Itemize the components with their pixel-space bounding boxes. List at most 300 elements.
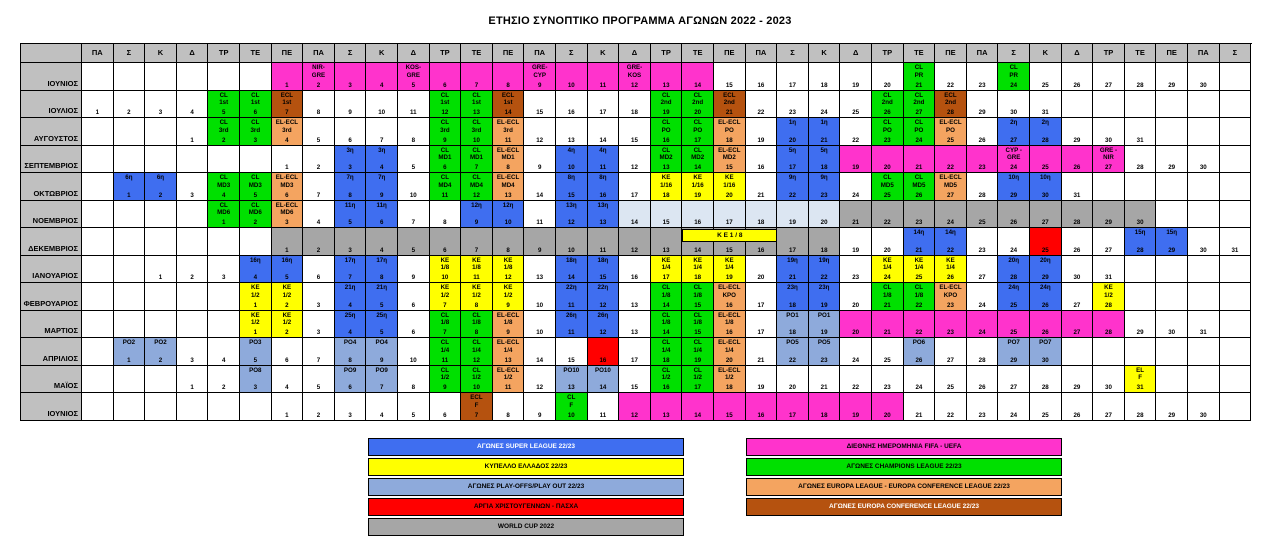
day-number: 21	[915, 246, 923, 254]
weekday-header: ΠΑ	[746, 43, 778, 63]
day-number: 9	[474, 219, 479, 226]
day-number: 28	[1136, 411, 1144, 419]
month-name: ΔΕΚΕΜΒΡΙΟΣ	[28, 243, 78, 253]
event-label: EL-ECL PO	[718, 119, 741, 134]
event-label: EL-ECL 1/8	[496, 311, 520, 326]
day-number: 24	[1010, 246, 1018, 254]
day-number: 20	[883, 81, 891, 89]
event-label: 10η	[1039, 174, 1051, 181]
day-number: 13	[504, 356, 512, 364]
event-label: 18η	[597, 256, 609, 264]
day-number: 25	[883, 191, 891, 199]
day-number: 19	[852, 81, 860, 89]
day-number: 6	[443, 81, 447, 89]
event-label: KE 1/16	[660, 174, 673, 189]
event-label: 25η	[376, 311, 388, 319]
weekday-header: Κ	[809, 43, 841, 63]
day-number: 11	[599, 246, 607, 254]
day-number: 21	[757, 356, 765, 364]
day-number: 17	[789, 164, 796, 171]
event-label: EL-ECL MD2	[718, 146, 741, 161]
day-number: 14	[599, 136, 607, 144]
day-number: 20	[789, 384, 796, 391]
day-number: 10	[473, 384, 480, 391]
month-name: ΜΑΡΤΙΟΣ	[44, 326, 78, 335]
event-label: 21η	[376, 284, 388, 291]
day-number: 31	[1041, 109, 1049, 116]
day-number: 11	[504, 384, 512, 391]
day-number: 17	[789, 411, 796, 419]
day-number: 1	[158, 274, 163, 281]
day-number: 15	[567, 191, 575, 199]
day-number: 24	[947, 219, 954, 226]
day-number: 25	[1041, 411, 1049, 419]
event-label: EL-ECL 1/8	[718, 311, 741, 326]
day-number: 1	[285, 164, 289, 171]
day-number: 3	[348, 81, 352, 89]
event-label: EL-ECL MD3	[275, 174, 299, 189]
day-number: 11	[568, 329, 575, 336]
day-number: 3	[158, 109, 163, 116]
event-label: PO7	[1039, 339, 1052, 346]
event-label: CL PO	[914, 119, 924, 134]
day-number: 5	[253, 191, 258, 199]
day-number: 18	[820, 164, 828, 171]
day-number: 25	[1010, 329, 1018, 336]
day-number: 3	[253, 136, 258, 144]
day-number: 24	[915, 384, 923, 391]
day-number: 28	[978, 356, 986, 364]
day-number: 2	[316, 411, 321, 419]
day-number: 1	[285, 411, 289, 419]
day-number: 2	[316, 81, 321, 89]
day-number: 19	[725, 274, 733, 281]
month-name: ΦΕΒΡΟΥΑΡΙΟΣ	[23, 298, 78, 308]
day-number: 15	[694, 301, 702, 309]
event-label: CL 3rd	[250, 119, 261, 134]
event-label: 25η	[344, 311, 356, 319]
day-number: 19	[789, 219, 796, 226]
day-number: 21	[915, 81, 923, 89]
day-number: 30	[1105, 136, 1112, 144]
day-number: 29	[1105, 219, 1112, 226]
day-number: 12	[567, 219, 575, 226]
day-number: 17	[631, 356, 638, 364]
event-label: 7η	[346, 174, 354, 181]
event-label: PO10	[594, 366, 611, 374]
weekday-header: ΠΑ	[524, 43, 556, 63]
event-label: PO1	[817, 311, 831, 319]
day-number: 7	[411, 219, 416, 226]
day-number: 28	[1136, 246, 1144, 254]
day-number: 26	[1073, 164, 1081, 171]
day-number: 10	[567, 164, 575, 171]
event-label: CL 2nd	[913, 91, 925, 106]
day-number: 29	[1010, 356, 1018, 364]
day-number: 7	[379, 384, 384, 391]
day-number: 21	[789, 274, 796, 281]
day-number: 20	[694, 109, 702, 116]
event-label: CL 1/8	[914, 284, 924, 299]
day-number: 13	[631, 329, 638, 336]
day-number: 12	[473, 356, 480, 364]
day-number: 9	[379, 356, 384, 364]
day-number: 6	[379, 219, 384, 226]
event-label: 8η	[599, 174, 607, 181]
day-number: 12	[473, 191, 480, 199]
day-number: 31	[1105, 274, 1112, 281]
legend-item: ΔΙΕΘΝΗΣ ΗΜΕΡΟΜΗΝΙΑ FIFA - UEFA	[746, 438, 1062, 456]
day-number: 4	[316, 219, 321, 226]
day-number: 1	[253, 329, 258, 336]
day-number: 25	[1041, 246, 1049, 254]
day-number: 1	[127, 191, 131, 199]
weekday-header: Σ	[556, 43, 588, 63]
event-label: 16η	[249, 256, 261, 264]
day-number: 5	[285, 274, 289, 281]
day-number: 31	[1199, 329, 1207, 336]
day-number: 25	[883, 356, 891, 364]
event-label: KE 1/4	[946, 256, 955, 271]
day-number: 20	[820, 219, 828, 226]
day-number: 4	[190, 109, 194, 116]
event-label: 22η	[597, 284, 609, 291]
event-label: CL 3rd	[440, 119, 450, 134]
event-label: PO5	[817, 339, 831, 346]
weekday-header: ΤΡ	[872, 43, 904, 63]
day-number: 20	[852, 301, 860, 309]
event-label: 3η	[346, 146, 354, 154]
event-label: 26η	[565, 311, 577, 319]
day-number: 27	[1073, 329, 1081, 336]
month-name: ΙΟΥΝΙΟΣ	[47, 408, 78, 418]
day-number: 19	[852, 246, 860, 254]
event-label: CL MD1	[438, 146, 452, 161]
event-label: 20η	[1008, 256, 1020, 264]
day-number: 11	[536, 219, 543, 226]
event-label: EL-ECL KPO	[939, 284, 962, 299]
day-number: 7	[379, 136, 384, 144]
day-number: 24	[978, 329, 986, 336]
event-label: KE 1/2	[250, 311, 260, 326]
day-number: 7	[443, 329, 447, 336]
day-number: 26	[1073, 246, 1081, 254]
day-number: 13	[567, 136, 575, 144]
day-number: 7	[474, 246, 479, 254]
day-number: 22	[915, 329, 923, 336]
month-name: ΙΟΥΛΙΟΣ	[48, 106, 78, 115]
weekday-header: ΠΑ	[303, 43, 335, 63]
day-number: 22	[789, 356, 796, 364]
day-number: 30	[1199, 246, 1207, 254]
event-label: 11η	[376, 201, 387, 209]
event-label: PO8	[249, 366, 262, 374]
weekday-header: ΤΕ	[240, 43, 272, 63]
event-label: KE 1/2	[282, 311, 292, 326]
day-number: 30	[1073, 274, 1081, 281]
day-number: 3	[190, 356, 194, 364]
day-number: 5	[348, 219, 352, 226]
day-number: 1	[127, 356, 131, 364]
day-number: 24	[820, 109, 828, 116]
day-number: 18	[820, 81, 828, 89]
event-label: PO3	[249, 339, 262, 346]
day-number: 11	[599, 164, 607, 171]
day-number: 16	[725, 329, 733, 336]
day-number: 6	[316, 274, 321, 281]
event-label: 13η	[565, 201, 577, 209]
event-label: 19η	[818, 256, 830, 264]
day-number: 10	[567, 246, 575, 254]
month-name: ΑΥΓΟΥΣΤΟΣ	[33, 133, 78, 143]
day-number: 11	[441, 191, 449, 199]
event-label: CL PR	[1009, 64, 1018, 79]
event-label: EL-ECL PO	[939, 119, 962, 134]
event-label: EL-ECL KPO	[718, 284, 741, 299]
day-number: 4	[221, 356, 226, 364]
event-label: CL 1/4	[440, 339, 450, 354]
day-number: 13	[631, 301, 638, 309]
day-number: 14	[694, 164, 702, 171]
day-number: 21	[883, 301, 891, 309]
event-label: CL MD2	[659, 146, 673, 161]
event-label: GRE - NIR	[1099, 146, 1118, 161]
event-label: CL 1/8	[661, 311, 671, 326]
day-number: 10	[409, 356, 417, 364]
event-label: 7η	[378, 174, 386, 181]
day-number: 12	[504, 274, 512, 281]
day-number: 19	[662, 109, 670, 116]
day-number: 28	[1105, 301, 1112, 309]
event-label: 3η	[378, 146, 386, 154]
day-number: 7	[316, 356, 321, 364]
day-number: 12	[599, 329, 607, 336]
day-number: 18	[789, 329, 796, 336]
day-number: 1	[285, 81, 289, 89]
day-number: 16	[599, 191, 607, 199]
event-label: CL MD4	[469, 174, 484, 189]
event-label: 14η	[945, 229, 956, 236]
day-number: 24	[883, 274, 891, 281]
day-number: 23	[978, 411, 986, 419]
day-number: 4	[379, 246, 384, 254]
day-number: 9	[537, 246, 542, 254]
day-number: 20	[725, 191, 733, 199]
day-number: 8	[506, 164, 510, 171]
weekday-header: Δ	[398, 43, 430, 63]
day-number: 13	[662, 164, 670, 171]
day-number: 18	[694, 274, 702, 281]
day-number: 8	[506, 246, 510, 254]
day-number: 18	[631, 109, 638, 116]
day-number: 24	[915, 136, 923, 144]
event-label: 26η	[597, 311, 609, 319]
day-number: 20	[883, 411, 891, 419]
day-number: 23	[978, 81, 986, 89]
day-number: 12	[631, 246, 638, 254]
day-number: 29	[1168, 246, 1176, 254]
day-number: 9	[443, 136, 447, 144]
day-number: 17	[757, 301, 765, 309]
event-label: PO9	[375, 366, 388, 374]
day-number: 6	[411, 329, 416, 336]
day-number: 9	[411, 274, 416, 281]
event-label: CL 1st	[250, 91, 260, 106]
event-label: 12η	[471, 201, 482, 209]
day-number: 18	[662, 356, 670, 364]
day-number: 7	[474, 81, 479, 89]
event-label: KE 1/2	[503, 284, 513, 299]
day-number: 17	[789, 246, 796, 254]
day-number: 30	[1105, 384, 1112, 391]
day-number: 11	[599, 411, 607, 419]
day-number: 6	[411, 301, 416, 309]
event-label: CL 1st	[440, 91, 450, 106]
weekday-header: Δ	[840, 43, 872, 63]
day-number: 29	[1168, 81, 1176, 89]
day-number: 5	[411, 81, 416, 89]
day-number: 11	[473, 274, 480, 281]
day-number: 14	[536, 191, 544, 199]
legend-right	[746, 438, 1062, 517]
event-label: KE 1/2	[282, 284, 292, 299]
day-number: 6	[443, 246, 447, 254]
month-name: ΙΟΥΝΙΟΣ	[47, 78, 78, 88]
day-number: 13	[662, 411, 670, 419]
day-number: 16	[757, 411, 765, 419]
day-number: 19	[852, 164, 860, 171]
day-number: 22	[915, 301, 923, 309]
day-number: 15	[536, 109, 544, 116]
day-number: 23	[820, 356, 828, 364]
weekday-header: ΠΕ	[1156, 43, 1188, 63]
event-label: EL-ECL MD6	[275, 201, 299, 216]
day-number: 12	[536, 384, 544, 391]
event-label: KE 1/4	[882, 256, 892, 271]
day-number: 15	[725, 246, 733, 254]
day-number: 11	[410, 109, 417, 116]
weekday-header: ΤΕ	[1125, 43, 1157, 63]
day-number: 10	[409, 191, 417, 199]
day-number: 9	[443, 384, 447, 391]
day-number: 23	[978, 246, 986, 254]
event-label: 24η	[1039, 284, 1051, 291]
event-label: GRE- CYP	[531, 64, 548, 79]
weekday-header: Σ	[1220, 43, 1252, 63]
event-label: EL-ECL 3rd	[275, 119, 299, 134]
legend-item: ΑΓΩΝΕΣ EUROPA CONFERENCE LEAGUE 22/23	[746, 498, 1062, 516]
day-number: 30	[1136, 219, 1144, 226]
day-number: 4	[379, 411, 384, 419]
weekday-header: ΤΡ	[208, 43, 240, 63]
day-number: 18	[820, 246, 828, 254]
day-number: 10	[441, 274, 449, 281]
event-label: 5η	[820, 146, 828, 154]
day-number: 26	[1010, 219, 1018, 226]
event-label: 11η	[344, 201, 356, 209]
day-number: 15	[725, 81, 733, 89]
day-number: 3	[348, 246, 352, 254]
event-label: CL MD4	[438, 174, 452, 189]
event-label: PO4	[343, 339, 357, 346]
day-number: 16	[631, 274, 638, 281]
day-number: 9	[506, 301, 510, 309]
weekday-header: ΤΡ	[430, 43, 462, 63]
event-label: 24η	[1008, 284, 1020, 291]
day-number: 7	[316, 191, 321, 199]
event-label: PO10	[563, 366, 580, 374]
event-label: CL 1/4	[693, 339, 702, 354]
day-number: 28	[1105, 329, 1112, 336]
day-number: 20	[852, 329, 860, 336]
day-number: 8	[506, 81, 510, 89]
day-number: 3	[285, 219, 289, 226]
day-number: 8	[379, 274, 384, 281]
day-number: 3	[253, 384, 258, 391]
day-number: 27	[915, 109, 923, 116]
event-label: 2η	[1010, 119, 1018, 126]
weekday-header: ΤΡ	[651, 43, 683, 63]
day-number: 27	[1010, 136, 1018, 144]
event-label: CL MD2	[691, 146, 705, 161]
day-number: 6	[348, 136, 352, 144]
day-number: 18	[820, 411, 828, 419]
event-label: CL F	[567, 394, 576, 409]
day-number: 27	[1105, 164, 1112, 171]
month-name: ΣΕΠΤΕΜΒΡΙΟΣ	[24, 161, 78, 170]
day-number: 1	[285, 246, 289, 254]
legend-item: ΑΓΩΝΕΣ SUPER LEAGUE 22/23	[368, 438, 684, 456]
day-number: 9	[506, 329, 510, 336]
day-number: 7	[285, 109, 289, 116]
event-label: 23η	[818, 284, 830, 291]
day-number: 1	[253, 301, 258, 309]
day-number: 22	[947, 411, 954, 419]
day-number: 8	[411, 136, 416, 144]
day-number: 30	[1199, 411, 1207, 419]
event-label: 20η	[1039, 256, 1051, 264]
day-number: 26	[915, 356, 923, 364]
day-number: 25	[947, 384, 954, 391]
day-number: 22	[852, 384, 860, 391]
day-number: 17	[631, 191, 638, 199]
event-label: 17η	[376, 256, 388, 264]
event-label: KE 1/16	[723, 174, 736, 189]
event-label: CL 1/4	[661, 339, 671, 354]
day-number: 27	[1105, 81, 1112, 89]
event-label: CL MD3	[248, 174, 262, 189]
day-number: 11	[441, 356, 449, 364]
event-label: CL 1/8	[661, 284, 671, 299]
day-number: 4	[348, 329, 352, 336]
day-number: 8	[443, 219, 447, 226]
day-number: 11	[568, 301, 575, 309]
day-number: 17	[599, 109, 607, 116]
day-number: 13	[662, 246, 670, 254]
day-number: 11	[504, 136, 512, 144]
day-number: 9	[379, 191, 384, 199]
day-number: 2	[285, 301, 289, 309]
event-label: 1η	[788, 119, 797, 126]
event-label: 2η	[1041, 119, 1049, 126]
event-label: 14η	[913, 229, 925, 236]
day-number: 2	[221, 136, 226, 144]
day-number: 22	[947, 246, 954, 254]
day-number: 4	[379, 164, 384, 171]
event-label: KE 1/8	[440, 256, 450, 271]
weekday-header: Σ	[114, 43, 146, 63]
event-label: 5η	[788, 146, 797, 154]
